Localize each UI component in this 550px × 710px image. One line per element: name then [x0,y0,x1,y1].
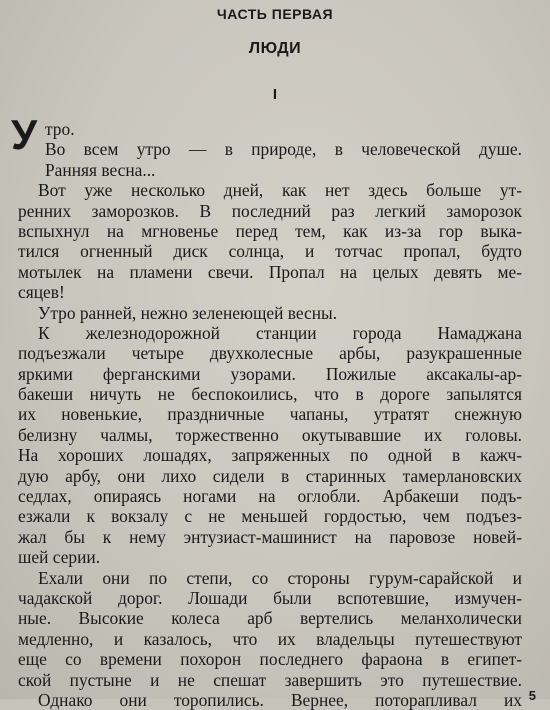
text-line: белизну чалмы, торжественно окутывавшие их головы. [18,424,522,445]
text-line: вспыхнул на мгновенье перед тем, как из-за гор выка- [18,220,522,241]
text-line: подъезжали четыре двухколесные арбы, разукрашенные [18,343,522,364]
text-line: сяцев! [18,282,65,303]
text-line: яркими ферганскими узорами. Пожилые аксакалы-ар- [18,363,522,384]
body-text [18,119,522,710]
text-line: ные. Высокие колеса арб вертелись меланхолически [18,608,522,629]
text-line: Вот уже несколько дней, как нет здесь больше ут- [38,180,522,201]
section-number: I [272,86,278,103]
text-line: их новенькие, праздничные чапаны, утратят снежную [18,404,522,425]
text-line: Ранняя весна... [45,159,156,180]
text-line: мотылек на пламени свечи. Пропал на целых девять ме- [18,261,522,282]
drop-cap: У [11,111,38,158]
text-line: медленно, и казалось, что их владельцы путешествуют [18,628,522,649]
text-line: езжали к вокзалу с не меньшей гордостью, чем подъез- [18,506,522,527]
text-line: шей серии. [18,547,101,568]
text-line: ренних заморозков. В последний раз легкий заморозок [18,200,522,221]
text-line: Во всем утро — в природе, в человеческой душе. [45,139,522,160]
text-line: седлах, опираясь ногами на оглобли. Арбакеши подъ- [18,486,522,507]
text-line: дую арбу, они лихо сидели в старинных тамерлановских [18,465,522,486]
text-line: ской пустыне и не спешат завершить это путешествие. [18,669,522,690]
text-line: бакеши ничуть не беспокоились, что в дороге запылятся [18,384,522,405]
part-title: ЧАСТЬ ПЕРВАЯ [216,6,334,22]
text-line: Однако они торопились. Вернее, поторапливал их [38,689,522,710]
text-line: тился огненный диск солнца, и тотчас пропал, будто [18,241,522,262]
page-number: 5 [528,688,536,703]
text-line: На хороших лошадях, запряженных по одной в кажч- [18,445,522,466]
text-line: тро. [45,119,75,139]
chapter-title: ЛЮДИ [248,40,302,57]
text-line: чадакской дорог. Лошади были вспотевшие, измучен- [18,587,522,608]
text-line: К железнодорожной станции города Намаджана [38,322,522,343]
text-line: жал бы к нему энтузиаст-машинист на паровозе новей- [18,526,522,547]
text-line: Утро ранней, нежно зеленеющей весны. [38,302,338,323]
text-line: еще со времени похорон последнего фараона в египет- [18,649,522,670]
text-line: Ехали они по степи, со стороны гурум-сарайской и [38,567,522,588]
